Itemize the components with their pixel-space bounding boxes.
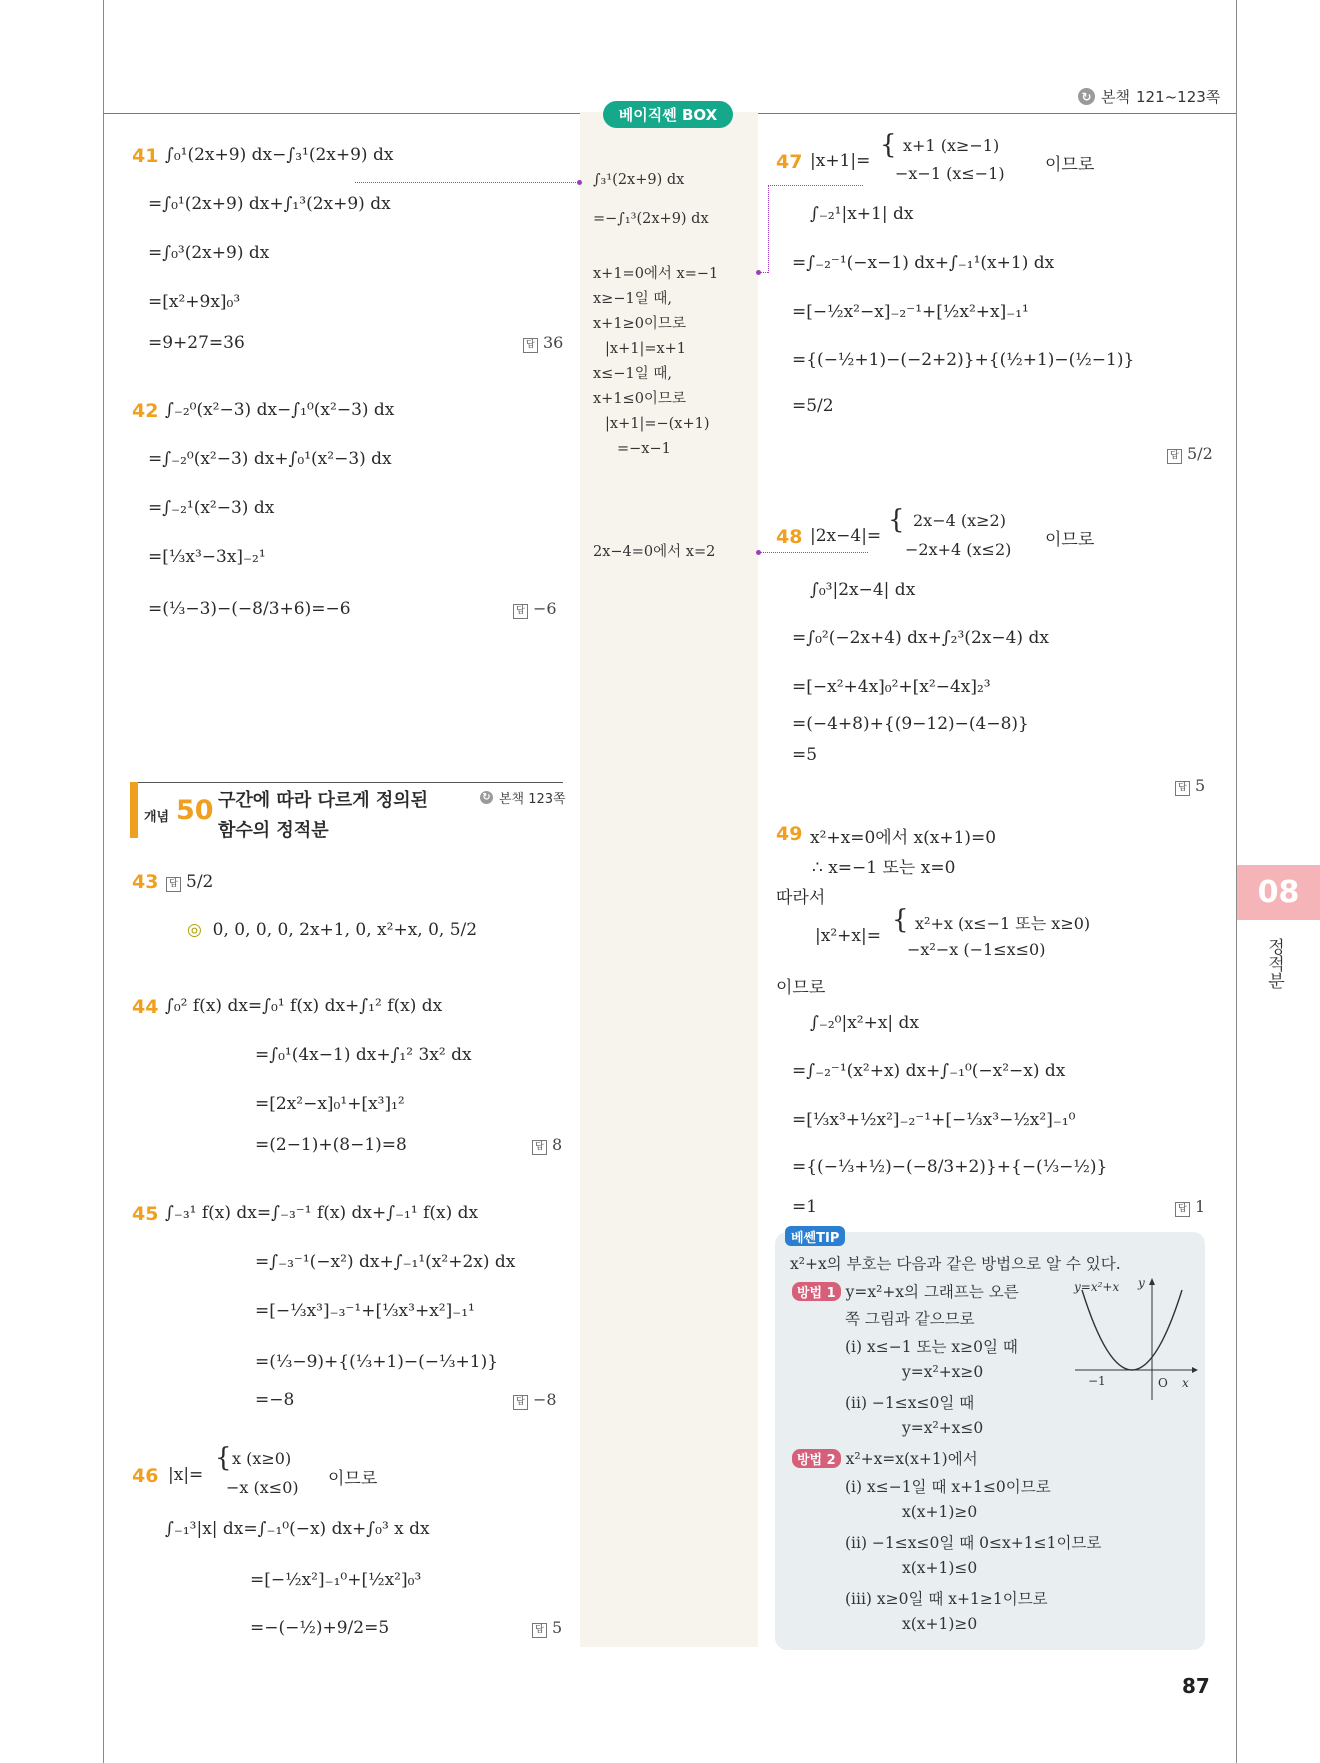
problem-49-line1: x²+x=0에서 x(x+1)=0	[810, 828, 997, 848]
problem-43-answer	[166, 872, 213, 892]
answer-mark-icon: 답	[532, 1140, 547, 1155]
problem-46-case2: −x (x≤0)	[226, 1478, 299, 1497]
problem-45-line: ∫₋₃¹ f(x) dx=∫₋₃⁻¹ f(x) dx+∫₋₁¹ f(x) dx	[165, 1203, 479, 1223]
box-47-line: x≤−1일 때,	[593, 366, 672, 382]
problem-44-line: ∫₀² f(x) dx=∫₀¹ f(x) dx+∫₁² f(x) dx	[165, 996, 443, 1016]
brace-icon: {	[215, 1443, 232, 1473]
problem-42-number: 42	[132, 400, 159, 422]
problem-49-line4: 이므로	[776, 978, 826, 998]
concept-number: 50	[176, 795, 214, 826]
concept-reference	[480, 788, 566, 807]
answer-mark-icon: 답	[1175, 1202, 1190, 1217]
problem-49-line: =1	[792, 1197, 818, 1217]
problem-45-line: =∫₋₃⁻¹(−x²) dx+∫₋₁¹(x²+2x) dx	[255, 1252, 516, 1272]
box-47-line: x+1≥0이므로	[593, 316, 686, 332]
problem-48-suffix: 이므로	[1045, 530, 1095, 550]
box-47-line: x+1≤0이므로	[593, 391, 686, 407]
answer-value: 1	[1195, 1197, 1206, 1216]
problem-47-line: =5/2	[792, 396, 834, 416]
tip-text: (ii) −1≤x≤0일 때	[845, 1394, 975, 1412]
left-margin-line	[103, 0, 104, 1763]
problem-43-hint	[187, 920, 477, 940]
problem-49-line: ={(−⅓+½)−(−8/3+2)}+{−(⅓−½)}	[792, 1157, 1108, 1177]
problem-47-case2: −x−1 (x≤−1)	[895, 164, 1005, 183]
problem-41-line: ∫₀¹(2x+9) dx−∫₃¹(2x+9) dx	[165, 145, 394, 165]
reference-icon: ↻	[1078, 88, 1095, 105]
problem-44-line: =∫₀¹(4x−1) dx+∫₁² 3x² dx	[255, 1045, 472, 1065]
tip-text: x(x+1)≥0	[902, 1615, 978, 1633]
basic-box-badge: 베이직쎈 BOX	[603, 101, 733, 128]
concept-label: 개념	[144, 810, 170, 825]
problem-42-line: =(⅓−3)−(−8/3+6)=−6	[148, 599, 351, 619]
problem-49-line: ∫₋₂⁰|x²+x| dx	[810, 1013, 920, 1033]
concept-ref-text: 본책 123쪽	[499, 792, 566, 807]
tip-text: (i) x≤−1일 때 x+1≤0이므로	[845, 1478, 1051, 1496]
problem-41-number: 41	[132, 145, 159, 167]
problem-49-line: =∫₋₂⁻¹(x²+x) dx+∫₋₁⁰(−x²−x) dx	[792, 1061, 1066, 1081]
header-reference	[1078, 86, 1220, 107]
answer-mark-icon: 답	[166, 877, 181, 892]
problem-43-number: 43	[132, 871, 159, 893]
connector-41	[355, 182, 580, 183]
tip-text: (i) x≤−1 또는 x≥0일 때	[845, 1338, 1018, 1356]
graph-minus-one-label: −1	[1088, 1374, 1106, 1388]
problem-46-line: =−(−½)+9/2=5	[250, 1618, 390, 1638]
problem-47-suffix: 이므로	[1045, 155, 1095, 175]
answer-mark-icon: 답	[1167, 449, 1182, 464]
tip-badge: 베쎈TIP	[785, 1226, 845, 1246]
problem-46-line: =[−½x²]₋₁⁰+[½x²]₀³	[250, 1570, 422, 1590]
problem-41-line: =9+27=36	[148, 333, 245, 353]
problem-44-answer	[532, 1135, 562, 1155]
parabola-graph	[1070, 1275, 1200, 1405]
problem-49-case2: −x²−x (−1≤x≤0)	[907, 940, 1046, 959]
tip-method1	[792, 1280, 1019, 1302]
brace-icon: {	[880, 130, 897, 160]
problem-46-answer	[532, 1618, 562, 1638]
problem-46-line: ∫₋₁³|x| dx=∫₋₁⁰(−x) dx+∫₀³ x dx	[165, 1519, 430, 1539]
reference-pages: 121~123쪽	[1135, 88, 1221, 106]
problem-45-answer	[513, 1390, 557, 1410]
problem-47-line: =∫₋₂⁻¹(−x−1) dx+∫₋₁¹(x+1) dx	[792, 253, 1055, 273]
reference-icon: ↻	[480, 791, 493, 804]
connector-48	[758, 552, 868, 553]
box-47-line: |x+1|=−(x+1)	[605, 416, 710, 432]
graph-x-label: x	[1182, 1376, 1189, 1390]
problem-45-line: =[−⅓x³]₋₃⁻¹+[⅓x³+x²]₋₁¹	[255, 1301, 475, 1321]
problem-45-line: =−8	[255, 1390, 295, 1410]
answer-value: 5	[1195, 776, 1206, 795]
concept-title-1: 구간에 따라 다르게 정의된	[218, 790, 429, 811]
problem-44-number: 44	[132, 996, 159, 1018]
y-axis-arrow	[1149, 1278, 1155, 1285]
problem-47-line: ∫₋₂¹|x+1| dx	[810, 204, 914, 224]
problem-42-answer	[513, 599, 557, 619]
problem-49-case1: x²+x (x≤−1 또는 x≥0)	[915, 914, 1091, 933]
problem-47-line: ={(−½+1)−(−2+2)}+{(½+1)−(½−1)}	[792, 350, 1135, 370]
connector-dot	[577, 180, 582, 185]
problem-48-line: ∫₀³|2x−4| dx	[810, 580, 916, 600]
answer-value: 5	[552, 1618, 563, 1637]
x-axis-arrow	[1192, 1367, 1198, 1373]
page-number: 87	[1182, 1674, 1210, 1698]
connector-47-v	[768, 185, 769, 273]
target-icon: ◎	[187, 920, 202, 940]
problem-45-number: 45	[132, 1203, 159, 1225]
problem-42-line: =∫₋₂⁰(x²−3) dx+∫₀¹(x²−3) dx	[148, 449, 392, 469]
problem-47-case1: x+1 (x≥−1)	[903, 136, 1000, 155]
problem-47-line: =[−½x²−x]₋₂⁻¹+[½x²+x]₋₁¹	[792, 302, 1029, 322]
problem-48-case1: 2x−4 (x≥2)	[913, 511, 1006, 530]
brace-icon: {	[888, 505, 905, 535]
graph-y-label: y	[1138, 1276, 1145, 1290]
answer-value: −6	[533, 599, 557, 618]
box-41-line1: ∫₃¹(2x+9) dx	[593, 172, 685, 188]
concept-rule	[138, 782, 563, 783]
answer-mark-icon: 답	[513, 604, 528, 619]
problem-47-prefix: |x+1|=	[810, 151, 871, 171]
answer-value: 8	[552, 1135, 563, 1154]
graph-origin-label: O	[1158, 1376, 1168, 1390]
answer-value: 5/2	[186, 872, 214, 892]
brace-icon: {	[892, 905, 909, 935]
box-47-line: x≥−1일 때,	[593, 291, 672, 307]
box-47-notes	[593, 262, 718, 462]
problem-49-answer	[1175, 1197, 1205, 1217]
tip-text: x(x+1)≤0	[902, 1559, 978, 1577]
connector-dot	[756, 270, 761, 275]
answer-value: 5/2	[1187, 444, 1213, 463]
answer-mark-icon: 답	[1175, 781, 1190, 796]
chapter-label: 정적분	[1264, 938, 1284, 989]
method-1-badge: 방법 1	[792, 1282, 841, 1301]
tip-text: y=x²+x≤0	[902, 1419, 984, 1437]
problem-48-line: =(−4+8)+{(9−12)−(4−8)}	[792, 714, 1029, 734]
problem-42-line: =∫₋₂¹(x²−3) dx	[148, 498, 275, 518]
problem-41-answer	[523, 333, 563, 353]
problem-49-prefix: |x²+x|=	[815, 926, 881, 946]
answer-mark-icon: 답	[523, 338, 538, 353]
problem-42-line: ∫₋₂⁰(x²−3) dx−∫₁⁰(x²−3) dx	[165, 400, 395, 420]
problem-42-line: =[⅓x³−3x]₋₂¹	[148, 547, 266, 567]
tip-text: 쪽 그림과 같으므로	[845, 1310, 975, 1328]
tip-text: x(x+1)≥0	[902, 1503, 978, 1521]
concept-title-2: 함수의 정적분	[218, 820, 329, 841]
concept-accent-bar	[130, 782, 138, 838]
problem-44-line: =[2x²−x]₀¹+[x³]₁²	[255, 1094, 405, 1114]
reference-label: 본책	[1101, 88, 1130, 106]
problem-49-number: 49	[776, 823, 803, 845]
tip-text: (ii) −1≤x≤0일 때 0≤x+1≤1이므로	[845, 1534, 1102, 1552]
hint-text: 0, 0, 0, 0, 2x+1, 0, x²+x, 0, 5/2	[212, 920, 478, 940]
problem-46-suffix: 이므로	[328, 1469, 378, 1489]
problem-44-line: =(2−1)+(8−1)=8	[255, 1135, 407, 1155]
problem-48-line: =5	[792, 745, 818, 765]
problem-48-number: 48	[776, 526, 803, 548]
problem-47-number: 47	[776, 151, 803, 173]
parabola-curve	[1082, 1290, 1182, 1370]
problem-41-line: =[x²+9x]₀³	[148, 292, 241, 312]
problem-48-line: =∫₀²(−2x+4) dx+∫₂³(2x−4) dx	[792, 628, 1049, 648]
chapter-tab[interactable]: 08	[1237, 865, 1320, 920]
connector-dot	[756, 550, 761, 555]
answer-mark-icon: 답	[532, 1623, 547, 1638]
problem-46-case1: x (x≥0)	[232, 1449, 292, 1468]
tip-text: (iii) x≥0일 때 x+1≥1이므로	[845, 1590, 1048, 1608]
problem-49-line3: 따라서	[776, 888, 826, 908]
method-2-badge: 방법 2	[792, 1449, 841, 1468]
problem-47-answer	[1167, 444, 1213, 464]
box-47-line: =−x−1	[617, 441, 671, 457]
problem-45-line: =(⅓−9)+{(⅓+1)−(−⅓+1)}	[255, 1352, 499, 1372]
problem-41-line: =∫₀³(2x+9) dx	[148, 243, 270, 263]
problem-48-prefix: |2x−4|=	[810, 526, 882, 546]
problem-48-answer	[1175, 776, 1205, 796]
problem-46-prefix: |x|=	[168, 1465, 204, 1485]
tip-intro: x²+x의 부호는 다음과 같은 방법으로 알 수 있다.	[790, 1255, 1121, 1273]
problem-41-line: =∫₀¹(2x+9) dx+∫₁³(2x+9) dx	[148, 194, 391, 214]
problem-46-number: 46	[132, 1465, 159, 1487]
graph-function-label: y=x²+x	[1074, 1280, 1120, 1294]
tip-text: y=x²+x≥0	[902, 1363, 984, 1381]
tip-text: x²+x=x(x+1)에서	[845, 1450, 978, 1468]
tip-method2	[792, 1447, 978, 1469]
problem-49-line2: ∴ x=−1 또는 x=0	[812, 858, 956, 878]
box-41-line2: =−∫₁³(2x+9) dx	[593, 211, 709, 227]
problem-49-line: =[⅓x³+½x²]₋₂⁻¹+[−⅓x³−½x²]₋₁⁰	[792, 1110, 1076, 1130]
problem-48-line: =[−x²+4x]₀²+[x²−4x]₂³	[792, 677, 991, 697]
tip-text: y=x²+x의 그래프는 오른	[845, 1283, 1019, 1301]
answer-value: 36	[543, 333, 564, 352]
problem-48-case2: −2x+4 (x≤2)	[905, 540, 1012, 559]
box-47-line: x+1=0에서 x=−1	[593, 266, 719, 282]
answer-mark-icon: 답	[513, 1395, 528, 1410]
box-47-line: |x+1|=x+1	[605, 341, 687, 357]
answer-value: −8	[533, 1390, 557, 1409]
box-48-note: 2x−4=0에서 x=2	[593, 544, 716, 560]
connector-47-top	[768, 185, 863, 186]
